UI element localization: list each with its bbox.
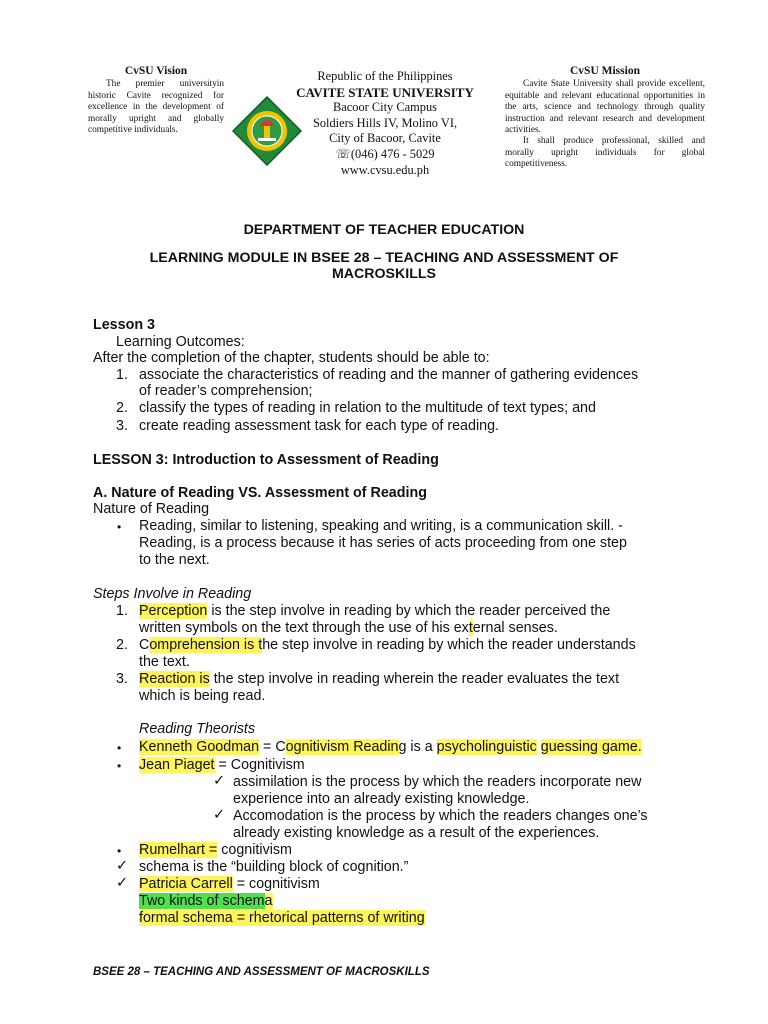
check-icon: ✓ xyxy=(116,875,128,891)
department-title: DEPARTMENT OF TEACHER EDUCATION xyxy=(243,222,525,238)
republic-line: Republic of the Philippines xyxy=(317,69,453,83)
vision-box xyxy=(88,66,224,136)
mission-para-2: It shall produce professional, skilled and morally upright individuals for global competitiveness. xyxy=(505,136,705,170)
campus-line: Bacoor City Campus xyxy=(333,100,437,115)
address-line-2: City of Bacoor, Cavite xyxy=(329,131,441,146)
vision-title: CvSU Vision xyxy=(124,65,188,77)
theorists-list: • Kenneth Goodman = Cognitivism Reading is a psycholinguistic guessing game. • Jean Piaget = Cognitivism ✓ assimilation is the process by which the readers incorporate new experience into an already existing knowledge. ✓ Accomodation is the process by which the readers changes one’s already existing knowledge as a result of the experiences. • Rumelhart = cognitivism ✓ schema is the “building block of cognition.” ✓ Patricia Carrell = cognitivism Two kinds of schema formal schema = rhetorical patterns of writing xyxy=(116,739,648,926)
mission-box xyxy=(505,66,705,171)
bullet-icon: • xyxy=(117,520,122,534)
highlight: Reaction is xyxy=(139,671,210,687)
address-line-1: Soldiers Hills IV, Molino VI, xyxy=(312,115,458,130)
bullet-icon: • xyxy=(117,844,122,858)
university-header xyxy=(296,69,474,178)
mission-para-1: Cavite State University shall provide excellent, equitable and relevant educational opportunities in the arts, science and technology through quality instruction and relevant research and development activities. xyxy=(505,79,705,136)
bullet-icon: • xyxy=(117,759,122,773)
highlight: Perception xyxy=(139,603,208,619)
highlight: omprehension is t xyxy=(149,637,263,653)
page-footer: BSEE 28 – TEACHING AND ASSESSMENT OF MACROSKILLS xyxy=(93,966,430,978)
after-completion-text: After the completion of the chapter, students should be able to: xyxy=(93,350,490,366)
lesson-heading: LESSON 3: Introduction to Assessment of Reading xyxy=(93,452,439,468)
mission-title: CvSU Mission xyxy=(570,65,640,77)
nature-bullet: • Reading, similar to listening, speaking and writing, is a communication skill. - Reading, is a process because it has series of acts proceeding from one step to the next. xyxy=(117,518,627,568)
vision-text: The premier universityin historic Cavite recognized for excellence in the development of morally upright and globally competitive individuals. xyxy=(88,79,224,136)
outcomes-list: 1. associate the characteristics of reading and the manner of gathering evidences of reader’s comprehension; 2. classify the types of reading in relation to the multitude of text types; and 3. create reading assessment task for each type of reading. xyxy=(116,367,639,434)
module-title-line-1: LEARNING MODULE IN BSEE 28 – TEACHING AND ASSESSMENT OF xyxy=(149,250,619,266)
section-a-heading: A. Nature of Reading VS. Assessment of Reading xyxy=(93,485,427,501)
phone-line: ☏(046) 476 - 5029 xyxy=(335,146,435,161)
check-icon: ✓ xyxy=(213,807,225,823)
steps-list: 1. Perception is the step involve in reading by which the reader perceived the written symbols on the text through the use of his external senses. 2. Comprehension is the step involve in reading by which the reader understands the text. 3. Reaction is the step involve in reading wherein the reader evaluates the text which is being read. xyxy=(116,603,636,704)
reading-theorists-label: Reading Theorists xyxy=(139,721,256,737)
university-seal-logo xyxy=(232,96,302,166)
university-name: CAVITE STATE UNIVERSITY xyxy=(296,84,474,100)
module-title-line-2: MACROSKILLS xyxy=(331,266,437,282)
learning-outcomes-label: Learning Outcomes: xyxy=(116,334,245,350)
formal-schema-line: formal schema = rhetorical patterns of writing xyxy=(139,910,425,926)
steps-label: Steps Involve in Reading xyxy=(93,586,252,602)
bullet-icon: • xyxy=(117,741,122,755)
check-icon: ✓ xyxy=(116,858,128,874)
website-line: www.cvsu.edu.ph xyxy=(340,162,430,177)
nature-of-reading-label: Nature of Reading xyxy=(93,501,210,517)
two-kinds-of-schema: Two kinds of schema xyxy=(139,893,273,909)
check-icon: ✓ xyxy=(213,773,225,789)
lesson-label: Lesson 3 xyxy=(93,317,155,333)
